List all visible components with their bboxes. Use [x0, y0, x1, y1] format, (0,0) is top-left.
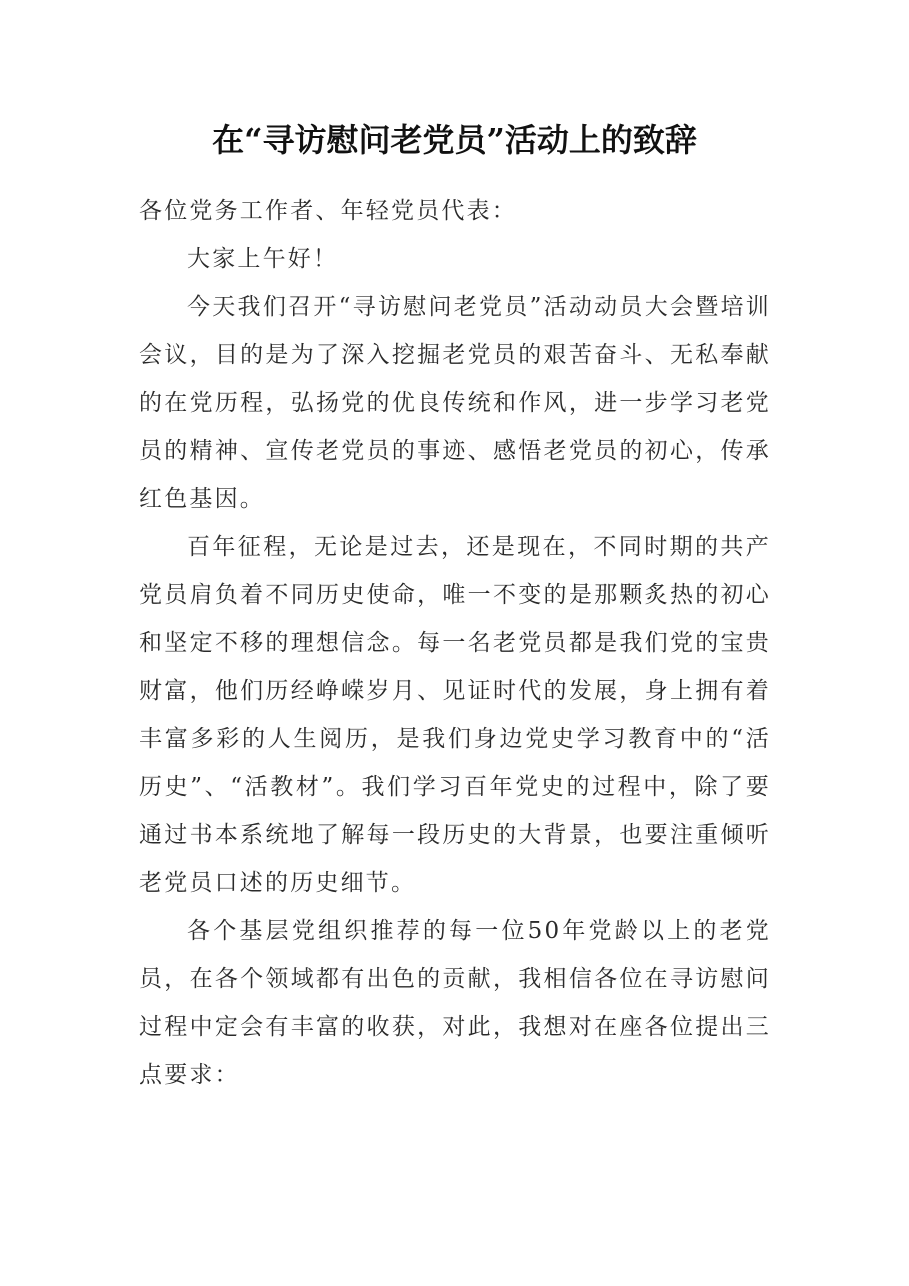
salutation: 各位党务工作者、年轻党员代表：	[139, 198, 517, 224]
paragraph-history: 百年征程，无论是过去，还是现在，不同时期的共产党员肩负着不同历史使命，唯一不变的是那颗炙热的初心和坚定不移的理想信念。每一名老党员都是我们党的宝贵财富，他们历经峥嵘岁月、见证时代的发展，身上拥有着丰富多彩的人生阅历，是我们身边党史学习教育中的“活历史”、“活教材”。我们学习百年党史的过程中，除了要通过书本系统地了解每一段历史的大背景，也要注重倾听老党员口述的历史细节。	[139, 534, 771, 896]
paragraph-requirements: 各个基层党组织推荐的每一位50年党龄以上的老党员，在各个领域都有出色的贡献，我相信各位在寻访慰问过程中定会有丰富的收获，对此，我想对在座各位提出三点要求：	[139, 918, 771, 1088]
document-title: 在“寻访慰问老党员”活动上的致辞	[212, 121, 697, 159]
document-body	[139, 187, 771, 1099]
paragraph-purpose: 今天我们召开“寻访慰问老党员”活动动员大会暨培训会议，目的是为了深入挖掘老党员的艰苦奋斗、无私奉献的在党历程，弘扬党的优良传统和作风，进一步学习老党员的精神、宣传老党员的事迹、感悟老党员的初心，传承红色基因。	[139, 294, 771, 512]
paragraph-greeting: 大家上午好！	[187, 246, 339, 272]
